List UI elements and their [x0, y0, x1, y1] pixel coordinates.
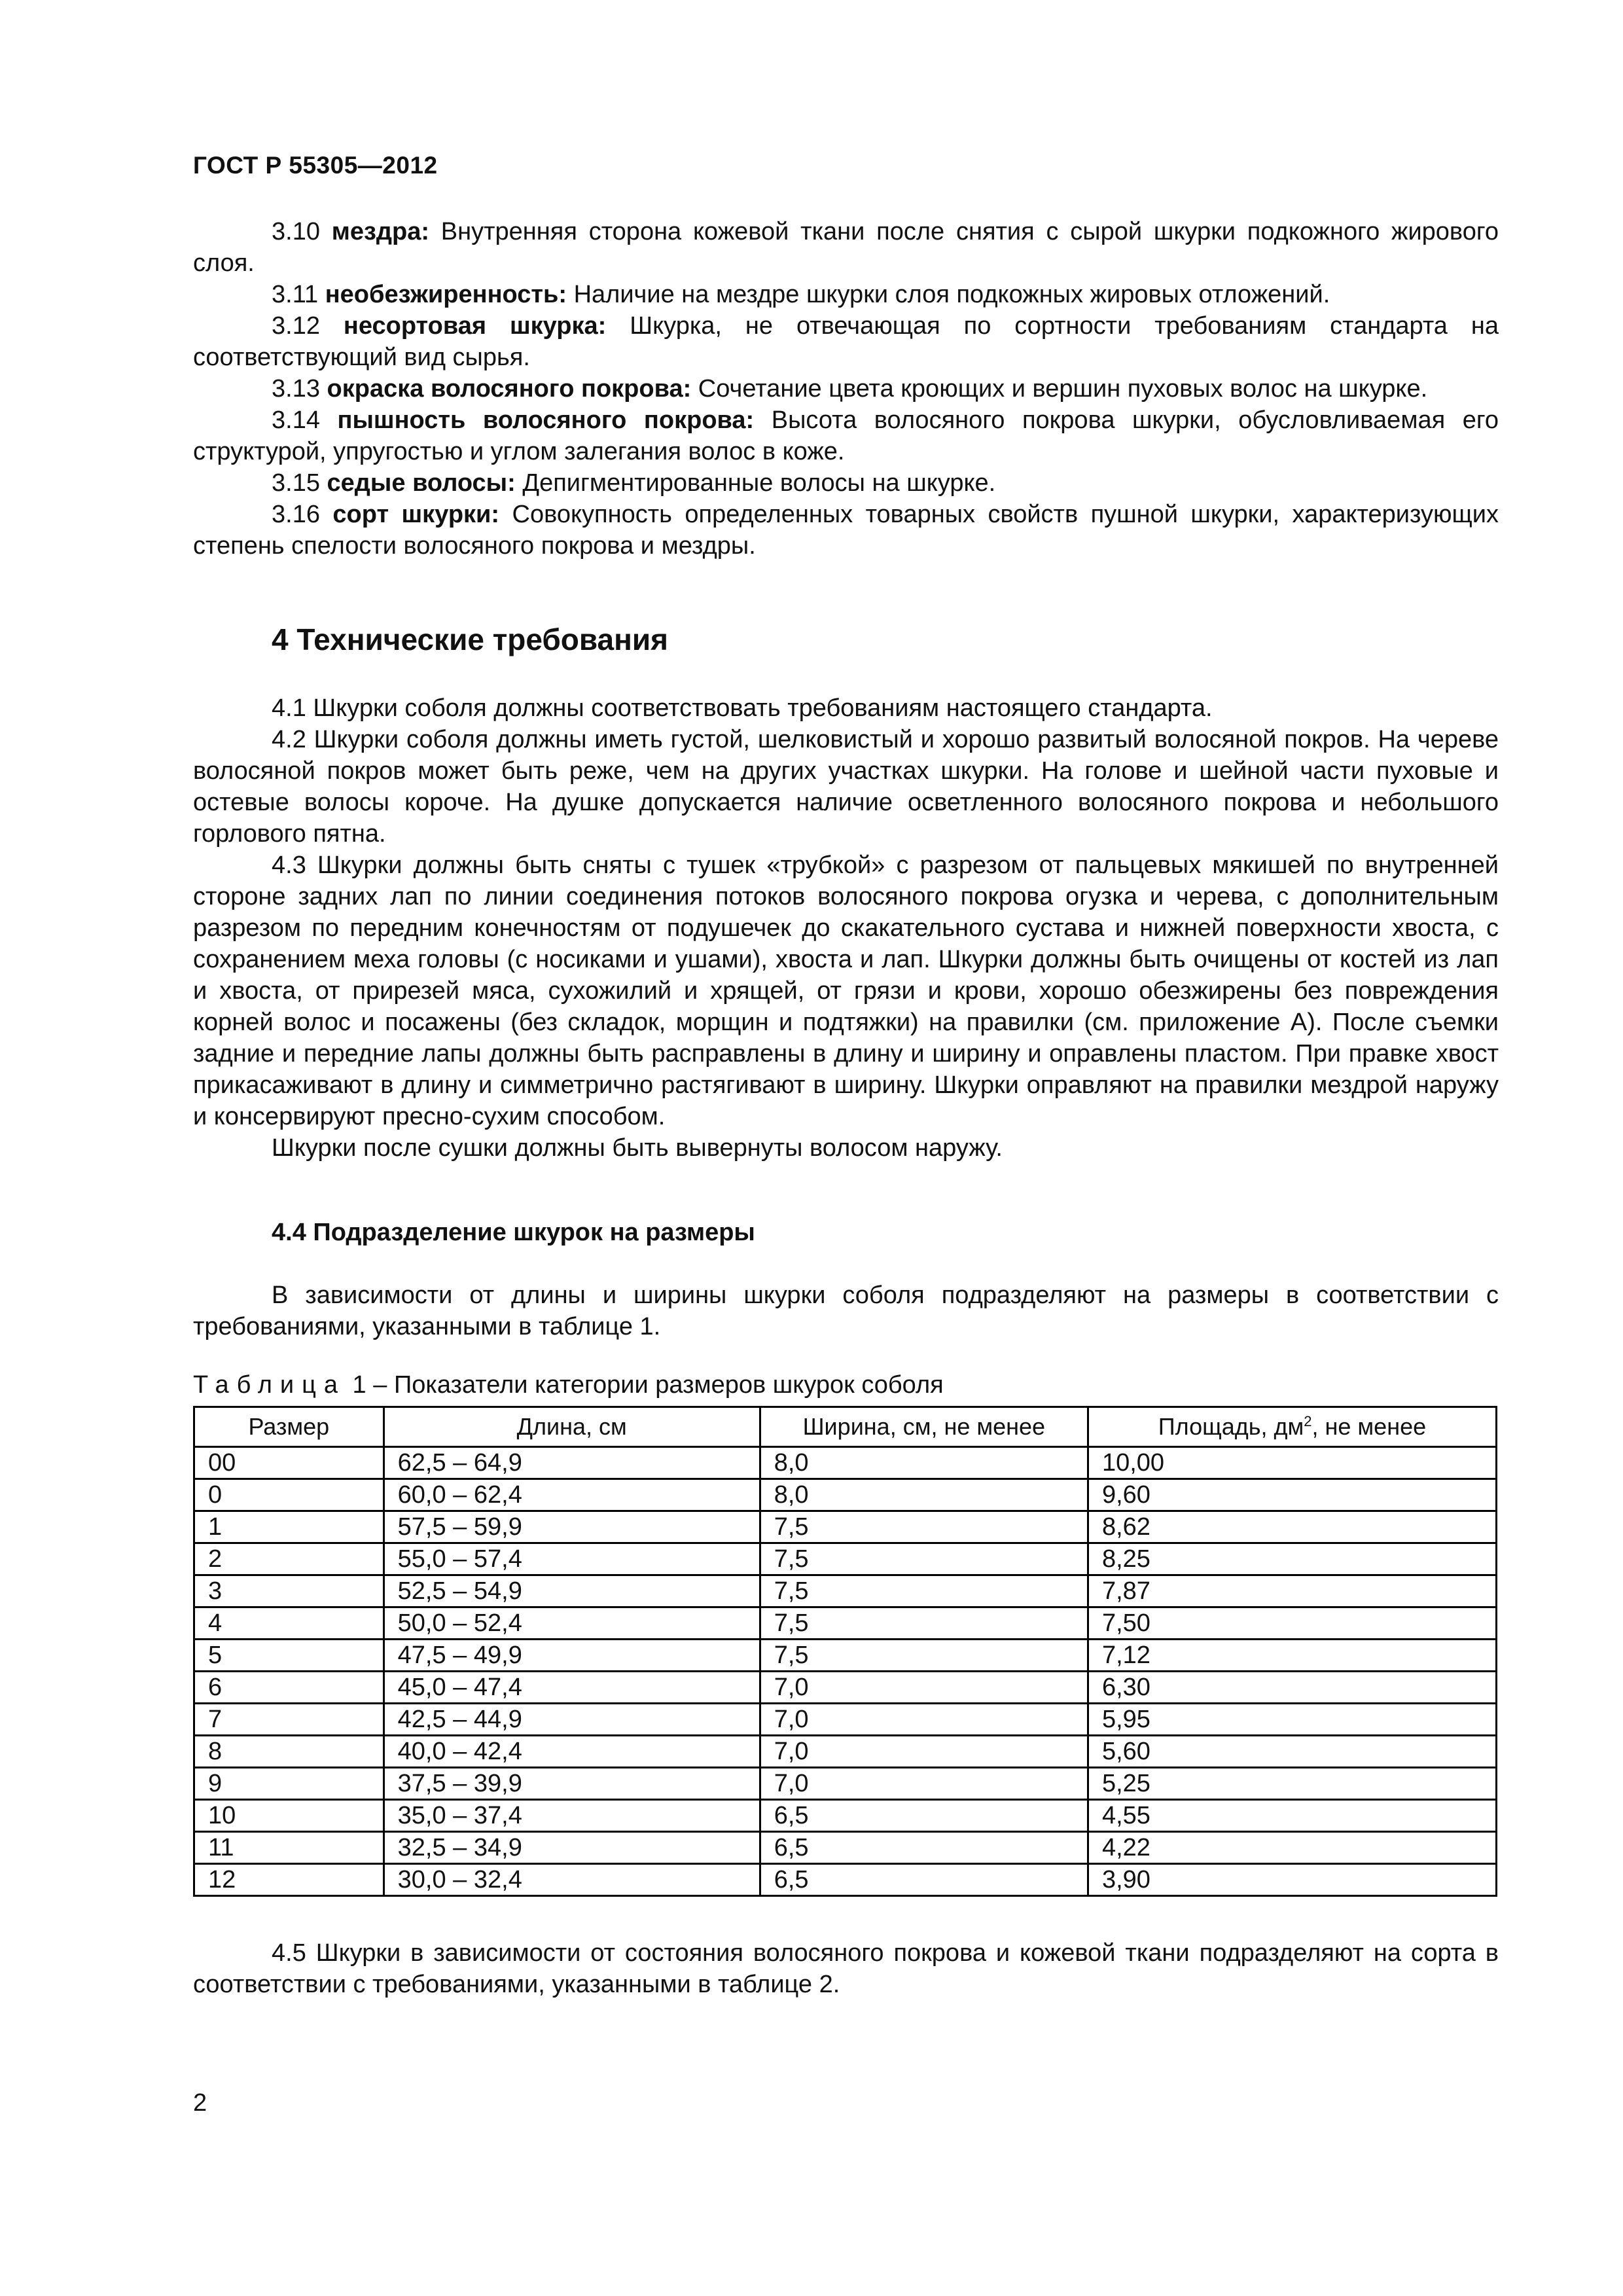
paragraph-4-4-block	[193, 1280, 1499, 1342]
table-caption-text: 1 – Показатели категории размеров шкурок соболя	[346, 1371, 944, 1399]
column-header-width: Ширина, см, не менее	[760, 1407, 1088, 1447]
table-1	[193, 1406, 1497, 1897]
definition-3-12: 3.12 несортовая шкурка: Шкурка, не отвечающая по сортности требованиям стандарта на соответствующий вид сырья.	[193, 312, 1499, 371]
table-row: 12 30,0 – 32,4 6,5 3,90	[194, 1864, 1497, 1896]
table-row: 5 47,5 – 49,9 7,5 7,12	[194, 1640, 1497, 1672]
table-row: 10 35,0 – 37,4 6,5 4,55	[194, 1800, 1497, 1832]
column-header-area: Площадь, $дм^2$, не менее	[1088, 1407, 1496, 1447]
paragraph-4-3-cont: Шкурки после сушки должны быть вывернуты волосом наружу.	[272, 1134, 1003, 1162]
definition-3-14: 3.14 пышность волосяного покрова: Высота волосяного покрова шкурки, обусловливаемая его структурой, упругостью и углом залегания волос в коже.	[193, 406, 1499, 465]
table-row: 3 52,5 – 54,9 7,5 7,87	[194, 1575, 1497, 1607]
table-row: 7 42,5 – 44,9 7,0 5,95	[194, 1704, 1497, 1736]
definition-3-16: 3.16 сорт шкурки: Совокупность определенных товарных свойств пушной шкурки, характеризующих степень спелости волосяного покрова и мездры.	[193, 501, 1499, 560]
page-number: 2	[193, 2089, 207, 2117]
table-caption-label: Таблица	[193, 1371, 346, 1399]
table-row: 9 37,5 – 39,9 7,0 5,25	[194, 1768, 1497, 1800]
definition-3-13: 3.13 окраска волосяного покрова: Сочетание цвета кроющих и вершин пуховых волос на шкурке.	[272, 375, 1428, 403]
section-4-body	[193, 692, 1499, 1164]
table-row: 2 55,0 – 57,4 7,5 8,25	[194, 1543, 1497, 1575]
section-4-title: 4 Технические требования	[272, 622, 668, 656]
table-row: 1 57,5 – 59,9 7,5 8,62	[194, 1511, 1497, 1543]
definition-3-15: 3.15 седые волосы: Депигментированные волосы на шкурке.	[272, 469, 996, 497]
document-header: ГОСТ Р 55305—2012	[193, 152, 438, 179]
paragraph-4-3: 4.3 Шкурки должны быть сняты с тушек «трубкой» с разрезом от пальцевых мякишей по внутренней стороне задних лап по линии соединения потоков волосяного покрова огузка и черева, с дополнительным разрезом по передним конечностям от подушечек до скакательного сустава и нижней поверхности хвоста, с сохранением меха головы (с носиками и ушами), хвоста и лап. Шкурки должны быть очищены от костей из лап и хвоста, от прирезей мяса, сухожилий и хрящей, от грязи и крови, хорошо обезжирены без повреждения корней волос и посажены (без складок, морщин и подтяжки) на правилки (см. приложение А). После съемки задние и передние лапы должны быть расправлены в длину и ширину и оправлены пластом. При правке хвост прикасаживают в длину и симметрично растягивают в ширину. Шкурки оправляют на правилки мездрой наружу и консервируют пресно-сухим способом.	[193, 852, 1499, 1130]
table-row: 6 45,0 – 47,4 7,0 6,30	[194, 1672, 1497, 1704]
table-1-caption	[193, 1371, 944, 1399]
table-header-row	[194, 1407, 1497, 1447]
table-row: 11 32,5 – 34,9 6,5 4,22	[194, 1832, 1497, 1864]
table-row: 4 50,0 – 52,4 7,5 7,50	[194, 1607, 1497, 1640]
table-row: 8 40,0 – 42,4 7,0 5,60	[194, 1736, 1497, 1768]
table-row: 0 60,0 – 62,4 8,0 9,60	[194, 1479, 1497, 1511]
definition-3-11: 3.11 необезжиренность: Наличие на мездре шкурки слоя подкожных жировых отложений.	[272, 281, 1330, 308]
definitions-block	[193, 216, 1499, 562]
paragraph-4-5-block	[193, 1937, 1499, 2000]
table-row: 00 62,5 – 64,9 8,0 10,00	[194, 1447, 1497, 1479]
paragraph-4-4: В зависимости от длины и ширины шкурки соболя подразделяют на размеры в соответствии с требованиями, указанными в таблице 1.	[193, 1282, 1499, 1340]
definition-3-10: 3.10 мездра: Внутренняя сторона кожевой ткани после снятия с сырой шкурки подкожного жирового слоя.	[193, 218, 1499, 277]
paragraph-4-1: 4.1 Шкурки соболя должны соответствовать требованиям настоящего стандарта.	[272, 694, 1213, 722]
paragraph-4-2: 4.2 Шкурки соболя должны иметь густой, шелковистый и хорошо развитый волосяной покров. На череве волосяной покров может быть реже, чем на других участках шкурки. На голове и шейной части пуховые и остевые волосы короче. На душке допускается наличие осветленного волосяного покрова и небольшого горлового пятна.	[193, 726, 1499, 848]
column-header-size: Размер	[194, 1407, 384, 1447]
subsection-4-4-title: 4.4 Подразделение шкурок на размеры	[272, 1219, 755, 1246]
column-header-length: Длина, см	[383, 1407, 760, 1447]
paragraph-4-5: 4.5 Шкурки в зависимости от состояния волосяного покрова и кожевой ткани подразделяют на сорта в соответствии с требованиями, указанными в таблице 2.	[193, 1939, 1499, 1998]
